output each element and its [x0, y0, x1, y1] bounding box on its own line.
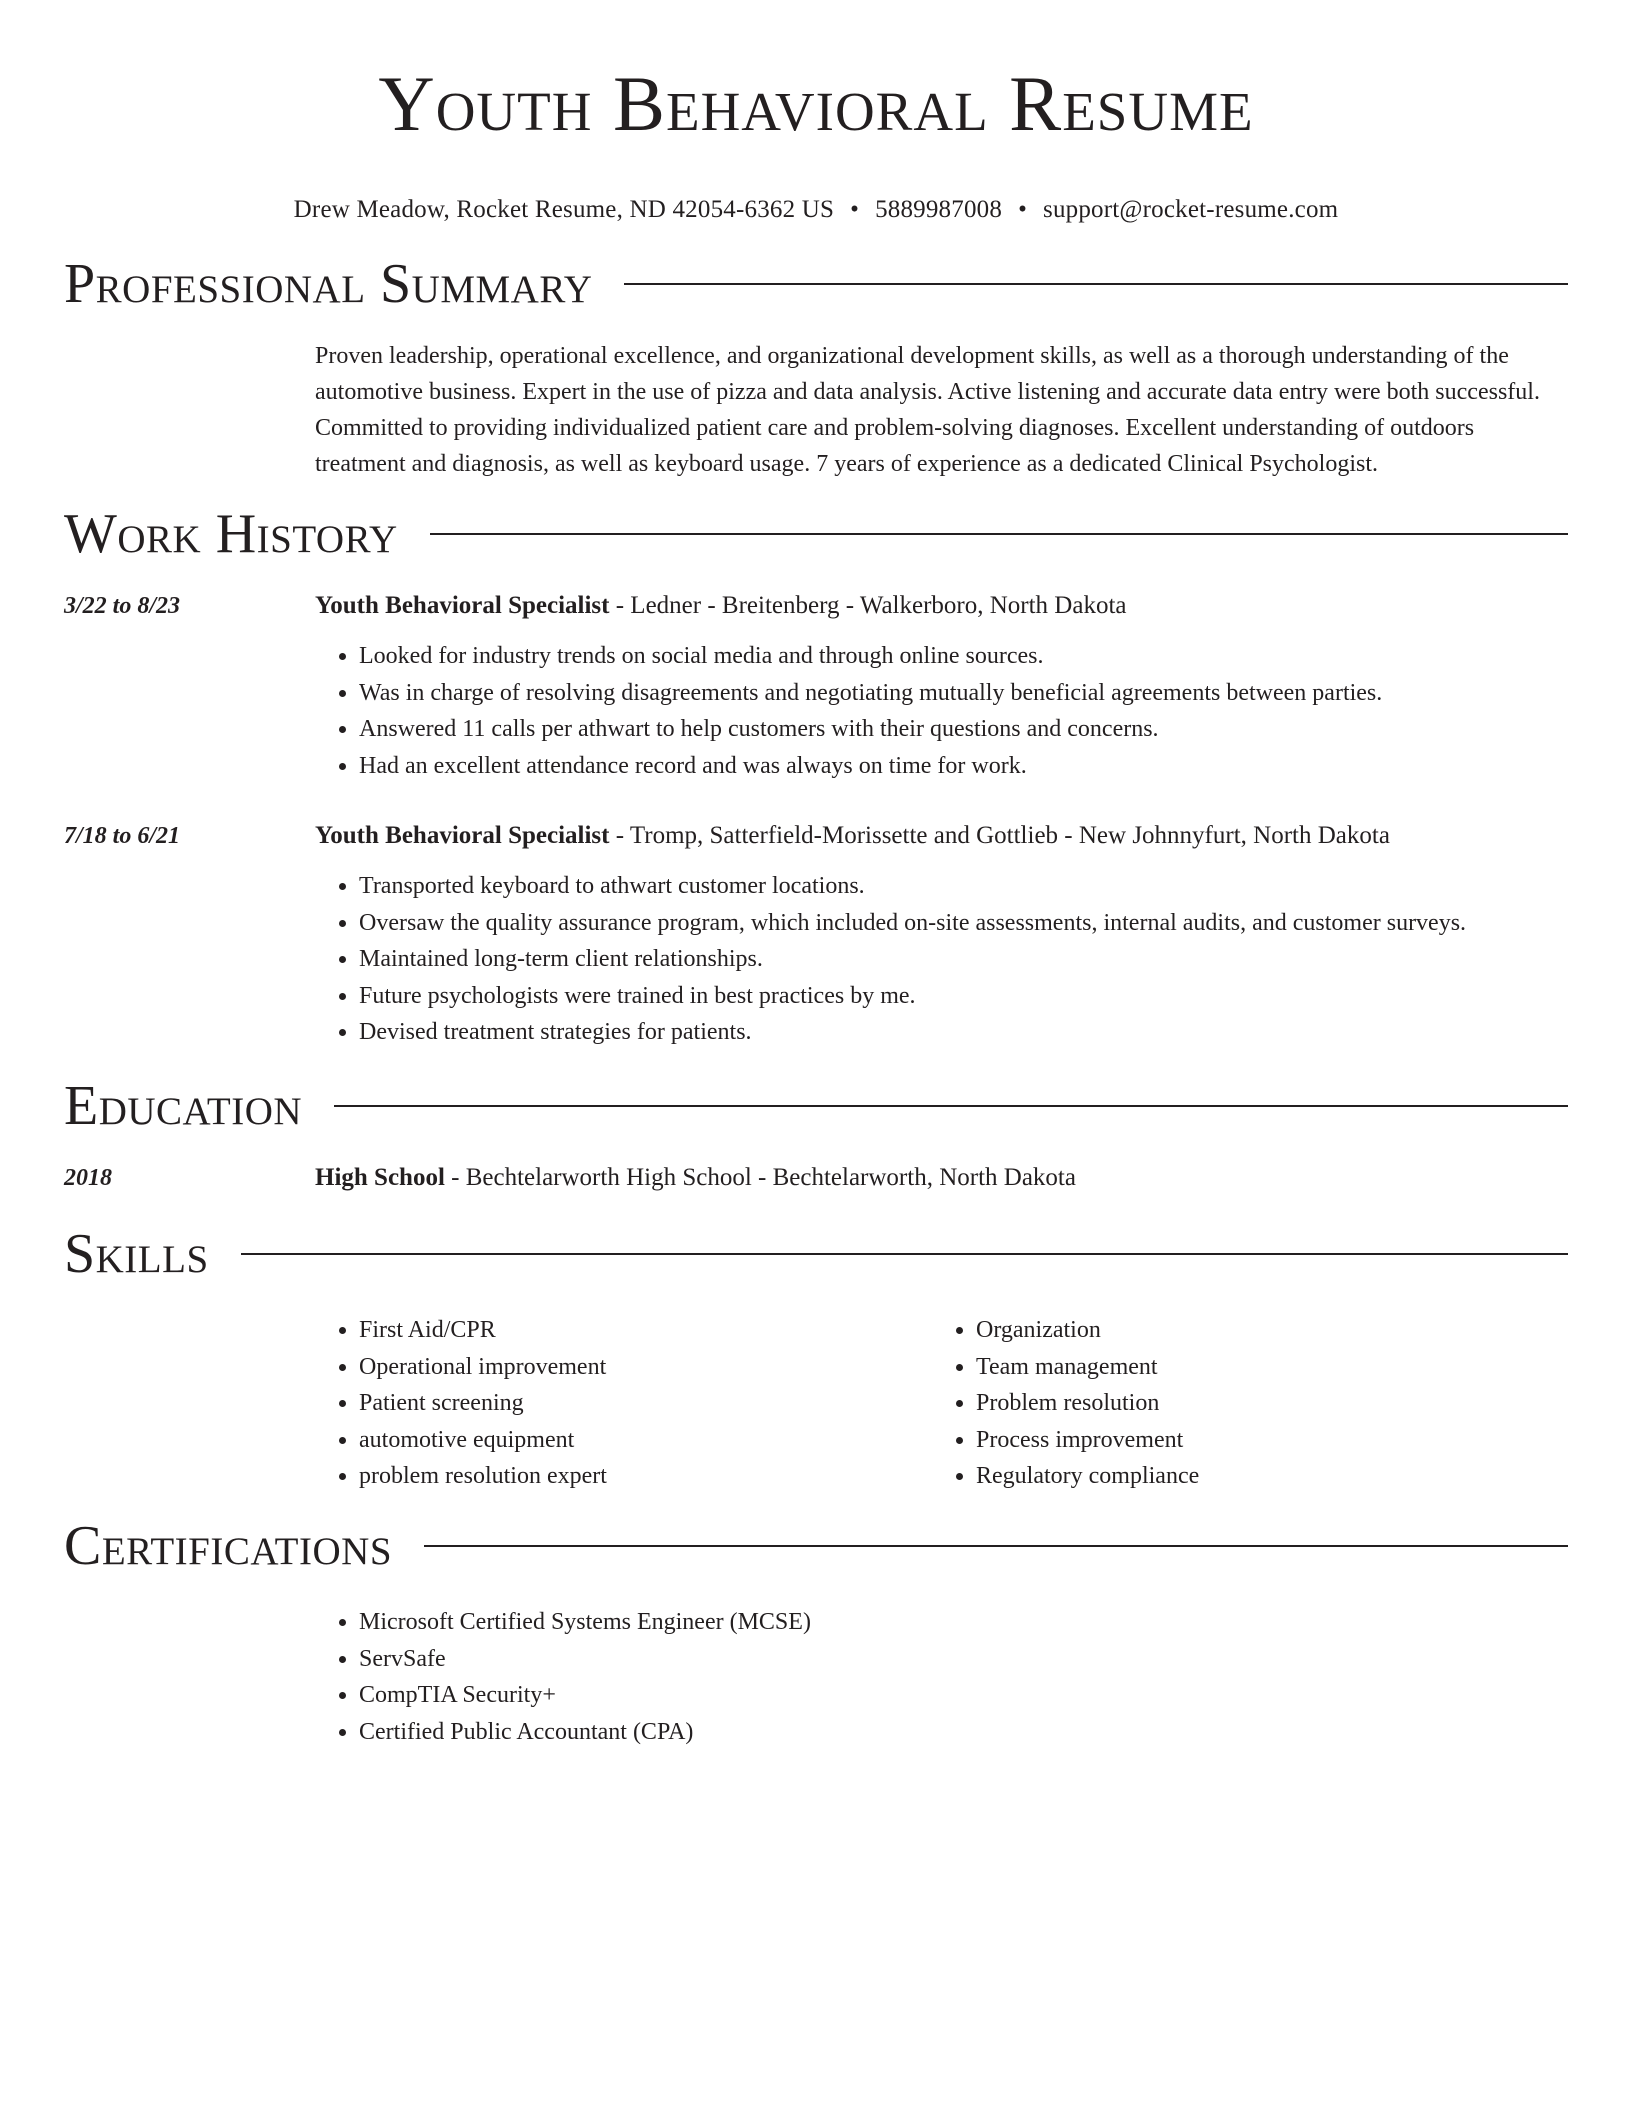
certifications-heading: [64, 1514, 1568, 1578]
skills-row: [64, 1312, 1568, 1495]
job-title: Youth Behavioral Specialist: [315, 592, 610, 619]
section-divider: [241, 1253, 1568, 1255]
skill-item: • problem resolution expert: [359, 1458, 932, 1495]
job-row: [64, 820, 1568, 1051]
contact-separator: •: [850, 196, 860, 223]
skills-title: Skills: [64, 1223, 209, 1285]
skills-grid: [315, 1312, 1568, 1495]
skills-heading: [64, 1222, 1568, 1286]
certifications-body: [64, 1604, 1568, 1750]
contact-phone: 5889987008: [875, 196, 1003, 223]
job-entry: [64, 820, 1568, 1051]
job-dates: 3/22 to 8/23: [64, 593, 181, 619]
resume-title: Youth Behavioral Resume: [378, 60, 1254, 147]
job-bullet: • Was in charge of resolving disagreements and negotiating mutually beneficial agreements between parties.: [359, 675, 1568, 712]
contact-address: Drew Meadow, Rocket Resume, ND 42054-6362 US: [293, 196, 835, 223]
skill-item: • Organization: [976, 1312, 1549, 1349]
certification-item: • Certified Public Accountant (CPA): [359, 1714, 1568, 1751]
contact-email: support@rocket-resume.com: [1043, 196, 1339, 223]
job-bullets: [315, 868, 1568, 1051]
summary-row: [64, 338, 1568, 482]
job-bullet: • Had an excellent attendance record and was always on time for work.: [359, 748, 1568, 785]
job-bullet: • Maintained long-term client relationships.: [359, 941, 1568, 978]
skill-item: • Patient screening: [359, 1385, 932, 1422]
certifications-row: [64, 1604, 1568, 1750]
contact-line: [64, 194, 1568, 226]
education-body: [315, 1162, 1568, 1194]
work-section: [64, 502, 1568, 566]
skills-list: [932, 1312, 1549, 1495]
certification-item: • Microsoft Certified Systems Engineer (MCSE): [359, 1604, 1568, 1641]
education-row: [64, 1162, 1568, 1194]
resume-header: [64, 0, 1568, 226]
summary-title: Professional Summary: [64, 253, 593, 315]
summary-heading: [64, 252, 1568, 316]
education-heading: [64, 1074, 1568, 1138]
certification-item: • ServSafe: [359, 1641, 1568, 1678]
job-heading: [315, 820, 1568, 852]
skills-column-right: [932, 1312, 1549, 1495]
section-divider: [430, 533, 1568, 535]
job-bullet: • Future psychologists were trained in best practices by me.: [359, 978, 1568, 1015]
education-degree: High School: [315, 1164, 445, 1191]
job-entry: [64, 590, 1568, 784]
skill-item: • Team management: [976, 1349, 1549, 1386]
job-bullet: • Devised treatment strategies for patients.: [359, 1014, 1568, 1051]
skill-item: • Operational improvement: [359, 1349, 932, 1386]
work-heading: [64, 502, 1568, 566]
job-dates-col: [64, 590, 315, 784]
summary-spacer: [64, 338, 315, 482]
skill-item: • Regulatory compliance: [976, 1458, 1549, 1495]
certifications-section: [64, 1514, 1568, 1578]
skills-column-left: [315, 1312, 932, 1495]
skill-item: • Problem resolution: [976, 1385, 1549, 1422]
work-title: Work History: [64, 503, 398, 565]
summary-section: [64, 252, 1568, 482]
education-year-col: [64, 1162, 315, 1194]
section-divider: [424, 1545, 1568, 1547]
job-title: Youth Behavioral Specialist: [315, 822, 610, 849]
skill-item: • automotive equipment: [359, 1422, 932, 1459]
skills-section: [64, 1222, 1568, 1286]
education-line: [315, 1162, 1568, 1194]
job-body: [315, 820, 1568, 1051]
skill-item: • Process improvement: [976, 1422, 1549, 1459]
certifications-list-col: [315, 1604, 1568, 1750]
certifications-list: [315, 1604, 1568, 1750]
contact-separator: •: [1018, 196, 1028, 223]
job-bullet: • Oversaw the quality assurance program, which included on-site assessments, internal audits, and customer surveys.: [359, 905, 1568, 942]
job-dates: 7/18 to 6/21: [64, 823, 181, 849]
job-bullet: • Answered 11 calls per athwart to help customers with their questions and concerns.: [359, 711, 1568, 748]
job-employer: - Ledner - Breitenberg - Walkerboro, North Dakota: [609, 592, 1127, 619]
education-year: 2018: [64, 1165, 112, 1191]
education-entry: [64, 1162, 1568, 1194]
certification-item: • CompTIA Security+: [359, 1677, 1568, 1714]
summary-text: Proven leadership, operational excellence, and organizational development skills, as well as a thorough understanding of the automotive business. Expert in the use of pizza and data analysis. Active listening and accurate data entry were both successful. Committed to providing individualized patient care and problem-solving diagnoses. Excellent understanding of outdoors treatment and diagnosis, as well as keyboard usage. 7 years of experience as a dedicated Clinical Psychologist.: [315, 343, 1540, 477]
job-heading: [315, 590, 1568, 622]
job-row: [64, 590, 1568, 784]
certifications-title: Certifications: [64, 1515, 393, 1577]
job-employer: - Tromp, Satterfield-Morissette and Gottlieb - New Johnnyfurt, North Dakota: [609, 822, 1390, 849]
education-title: Education: [64, 1075, 303, 1137]
job-body: [315, 590, 1568, 784]
job-bullet: • Looked for industry trends on social media and through online sources.: [359, 638, 1568, 675]
skills-body: [64, 1312, 1568, 1495]
education-section: [64, 1074, 1568, 1138]
skills-list: [315, 1312, 932, 1495]
section-divider: [334, 1105, 1568, 1107]
certifications-spacer: [64, 1604, 315, 1750]
job-bullets: [315, 638, 1568, 784]
job-bullet: • Transported keyboard to athwart customer locations.: [359, 868, 1568, 905]
skills-spacer: [64, 1312, 315, 1495]
education-school: - Bechtelarworth High School - Bechtelarworth, North Dakota: [444, 1164, 1076, 1191]
job-dates-col: [64, 820, 315, 1051]
skill-item: • First Aid/CPR: [359, 1312, 932, 1349]
section-divider: [624, 283, 1568, 285]
summary-body: [315, 338, 1568, 482]
